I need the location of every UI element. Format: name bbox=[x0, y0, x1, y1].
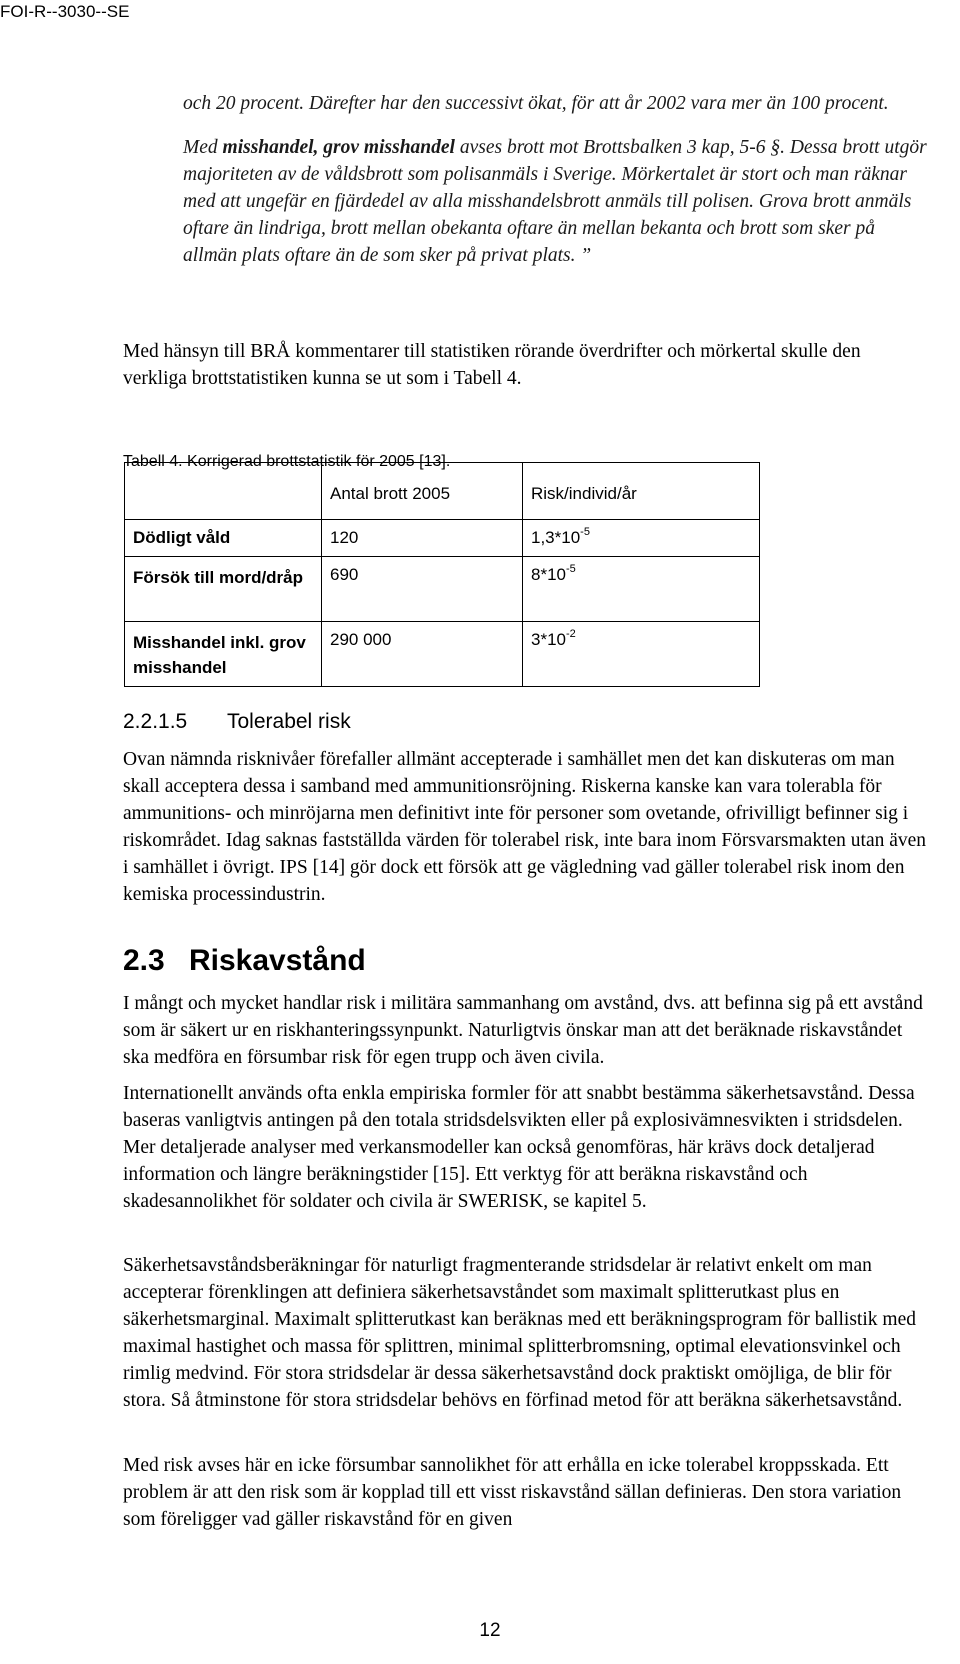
riskavstand-paragraph-4: Med risk avses här en icke försumbar sannolikhet för att erhålla en icke tolerabel kroppsskada. Ett problem är att den risk som är kopplad till ett visst riskavstånd sällan definieras. Den stora variation som föreligger vad gäller riskavstånd för en given bbox=[123, 1455, 902, 1530]
row-risk bbox=[523, 622, 760, 687]
row-count: 120 bbox=[322, 520, 523, 557]
section-title: Riskavstånd bbox=[189, 944, 366, 977]
table-row bbox=[125, 557, 760, 622]
riskavstand-paragraph-3: Säkerhetsavståndsberäkningar för naturligt fragmenterande stridsdelar är relativt enkelt om man accepterar förenklingen att definiera säkerhetsavståndet som maximalt splitterutkast plus en säkerhetsmarginal. Maximalt splitterutkast kan beräknas med ett beräkningsprogram för ballistik med maximal hastighet och massa för splittren, minimal splitterbromsning, optimal elevationsvinkel och rimlig medvind. För stora stridsdelar är dessa säkerhetsavstånd dock praktiskt omöjliga, de blir för stora. Så åtminstone för stora stridsdelar behövs en förfinad metod för att beräkna säkerhetsavstånd. bbox=[123, 1255, 916, 1411]
intro-paragraph: Med hänsyn till BRÅ kommentarer till statistiken rörande överdrifter och mörkertal skulle den verkliga brottstatistiken kunna se ut som i Tabell 4. bbox=[123, 341, 861, 389]
table-row bbox=[125, 622, 760, 687]
row-label: Misshandel inkl. grov misshandel bbox=[125, 622, 322, 687]
quote-bold-term: misshandel, grov misshandel bbox=[222, 137, 455, 158]
risk-base: 8*10 bbox=[531, 565, 566, 584]
risk-exponent: -2 bbox=[565, 628, 576, 640]
riskavstand-paragraph-1: I mångt och mycket handlar risk i militära sammanhang om avstånd, dvs. att befinna sig på ett avstånd som är säkert ur en riskhanteringssynpunkt. Naturligtvis önskar man att det beräknade riskavståndet ska medföra en försumbar risk för egen trupp och även civila. bbox=[123, 993, 923, 1068]
quote-text-rest: avses brott mot Brottsbalken 3 kap, 5-6 §. Dessa brott utgör majoriteten av de våldsbrott som polisanmäls i Sverige. Mörkertalet är stort och man räknar med att ungefär en fjärdedel av alla misshandelsbrott anmäls till polisen. Grova brott anmäls oftare än lindriga, brott mellan obekanta oftare än mellan bekanta och brott som sker på allmän plats oftare än de som sker på privat plats. ” bbox=[183, 137, 927, 266]
table-caption: Tabell 4. Korrigerad brottstatistik för 2005 [13]. bbox=[123, 453, 451, 470]
page-number: 12 bbox=[479, 1620, 501, 1641]
table-header-risk: Risk/individ/år bbox=[523, 463, 760, 520]
table-header-empty bbox=[125, 463, 322, 520]
quote-text-prefix: Med bbox=[183, 137, 223, 158]
risk-exponent: -5 bbox=[565, 563, 576, 575]
row-risk bbox=[523, 520, 760, 557]
section-number: 2.2.1.5 bbox=[123, 710, 188, 733]
row-count: 690 bbox=[322, 557, 523, 622]
section-number: 2.3 bbox=[123, 944, 165, 977]
crime-statistics-table bbox=[124, 462, 760, 687]
section-heading-2215 bbox=[123, 710, 351, 734]
risk-base: 1,3*10 bbox=[531, 528, 581, 547]
quote-paragraph-1: och 20 procent. Därefter har den successivt ökat, för att år 2002 vara mer än 100 procent. bbox=[183, 93, 889, 114]
section-heading-23 bbox=[123, 944, 366, 978]
quote-block bbox=[183, 90, 928, 286]
section-title: Tolerabel risk bbox=[227, 710, 351, 733]
risk-base: 3*10 bbox=[531, 630, 566, 649]
document-id: FOI-R--3030--SE bbox=[0, 2, 130, 21]
row-label: Dödligt våld bbox=[125, 520, 322, 557]
table-row bbox=[125, 520, 760, 557]
row-label: Försök till mord/dråp bbox=[125, 557, 322, 622]
table-header-count: Antal brott 2005 bbox=[322, 463, 523, 520]
table-header-row bbox=[125, 463, 760, 520]
row-risk bbox=[523, 557, 760, 622]
risk-exponent: -5 bbox=[580, 526, 590, 538]
row-count: 290 000 bbox=[322, 622, 523, 687]
tolerable-risk-paragraph: Ovan nämnda risknivåer förefaller allmänt accepterade i samhället men det kan diskuteras om man skall acceptera dessa i samband med ammunitionsröjning. Riskerna kanske kan vara tolerabla för ammunitions- och minröjarna men definitivt inte för personer som ovetande, ofrivilligt befinner sig i riskområdet. Idag saknas fastställda värden för tolerabel risk, inte bara inom Försvarsmakten utan även i samhället i övrigt. IPS [14] gör dock ett försök att ge vägledning vad gäller tolerabel risk inom den kemiska processindustrin. bbox=[123, 749, 927, 905]
riskavstand-paragraph-2: Internationellt används ofta enkla empiriska formler för att snabbt bestämma säkerhetsavstånd. Dessa baseras vanligtvis antingen på den totala stridsdelsvikten eller på explosivämnesvikten i stridsdelen. Mer detaljerade analyser med verkansmodeller kan också genomföras, här krävs dock detaljerad information och längre beräkningstider [15]. Ett verktyg för att beräkna riskavstånd och skadesannolikhet för soldater och civila är SWERISK, se kapitel 5. bbox=[123, 1083, 915, 1212]
quote-paragraph-2 bbox=[183, 134, 928, 269]
